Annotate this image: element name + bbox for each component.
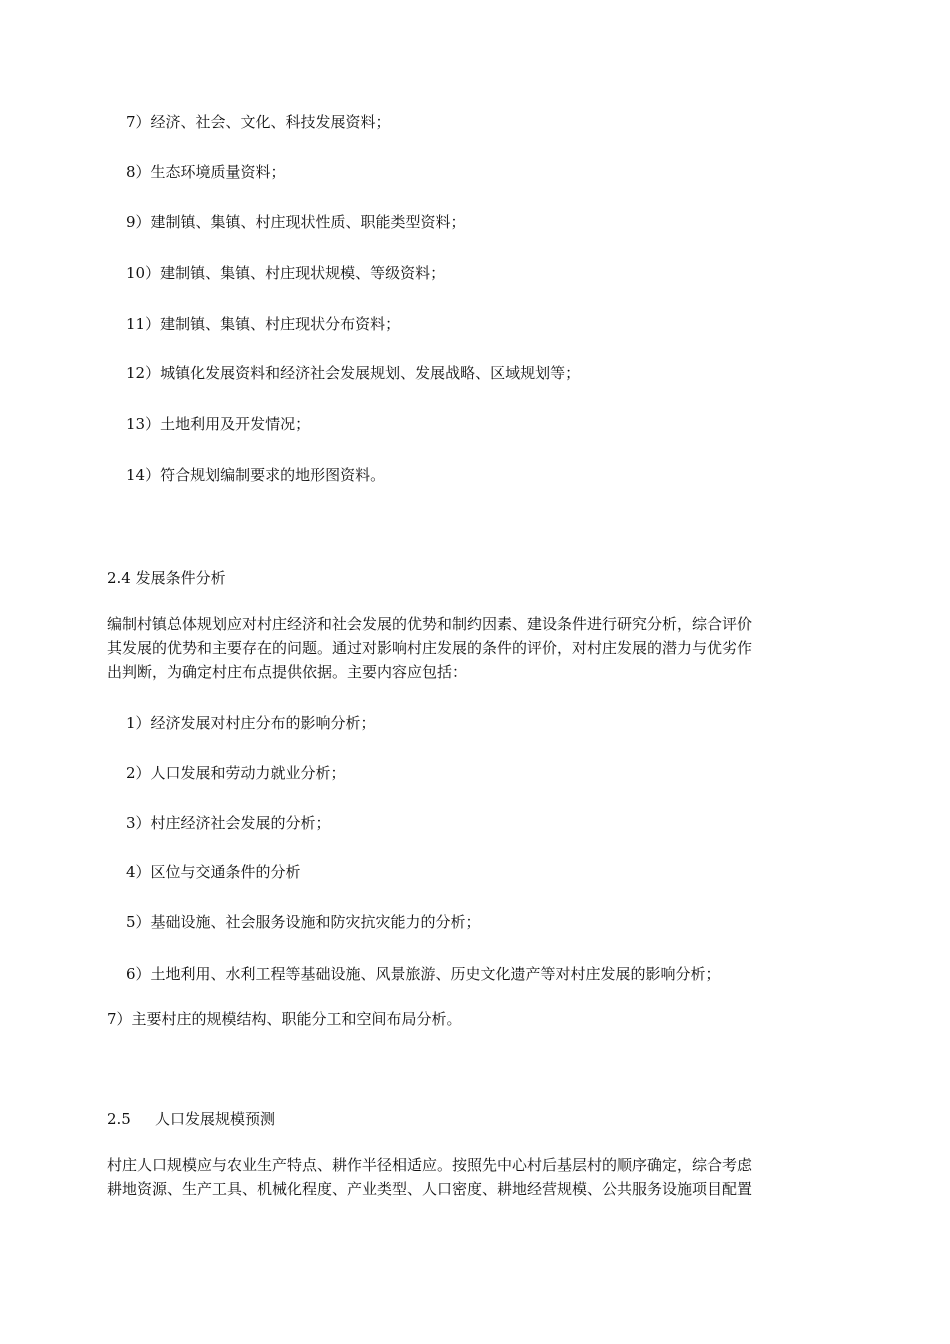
section-intro-paragraph bbox=[107, 612, 847, 684]
list-item: 9）建制镇、集镇、村庄现状性质、职能类型资料； bbox=[126, 213, 466, 231]
paragraph-line: 耕地资源、生产工具、机械化程度、产业类型、人口密度、耕地经营规模、公共服务设施项目配置 bbox=[107, 1180, 753, 1198]
list-item: 4）区位与交通条件的分析 bbox=[126, 863, 301, 881]
list-item: 5）基础设施、社会服务设施和防灾抗灾能力的分析； bbox=[126, 913, 481, 931]
list-item: 3）村庄经济社会发展的分析； bbox=[126, 814, 331, 832]
section-heading: 2.4 发展条件分析 bbox=[107, 569, 226, 587]
paragraph-line: 出判断，为确定村庄布点提供依据。主要内容应包括： bbox=[107, 663, 468, 681]
section-title: 人口发展规模预测 bbox=[155, 1110, 276, 1128]
paragraph-line: 村庄人口规模应与农业生产特点、耕作半径相适应。按照先中心村后基层村的顺序确定，综合考虑 bbox=[107, 1156, 753, 1174]
section-paragraph bbox=[107, 1153, 847, 1201]
list-item: 7）经济、社会、文化、科技发展资料； bbox=[126, 113, 391, 131]
list-item: 12）城镇化发展资料和经济社会发展规划、发展战略、区域规划等； bbox=[126, 364, 581, 382]
list-item: 11）建制镇、集镇、村庄现状分布资料； bbox=[126, 315, 401, 333]
paragraph-line: 其发展的优势和主要存在的问题。通过对影响村庄发展的条件的评价，对村庄发展的潜力与优劣作 bbox=[107, 639, 753, 657]
list-item: 2）人口发展和劳动力就业分析； bbox=[126, 764, 346, 782]
list-item: 8）生态环境质量资料； bbox=[126, 163, 286, 181]
list-item: 14）符合规划编制要求的地形图资料。 bbox=[126, 466, 386, 484]
paragraph-line: 编制村镇总体规划应对村庄经济和社会发展的优势和制约因素、建设条件进行研究分析，综合评价 bbox=[107, 615, 753, 633]
list-item: 1）经济发展对村庄分布的影响分析； bbox=[126, 714, 376, 732]
section-number: 2.5 bbox=[107, 1110, 131, 1128]
list-item: 7）主要村庄的规模结构、职能分工和空间布局分析。 bbox=[107, 1010, 462, 1028]
list-item: 6）土地利用、水利工程等基础设施、风景旅游、历史文化遗产等对村庄发展的影响分析； bbox=[126, 965, 721, 983]
list-item: 13）土地利用及开发情况； bbox=[126, 415, 311, 433]
section-heading bbox=[107, 1109, 275, 1129]
list-item: 10）建制镇、集镇、村庄现状规模、等级资料； bbox=[126, 264, 446, 282]
